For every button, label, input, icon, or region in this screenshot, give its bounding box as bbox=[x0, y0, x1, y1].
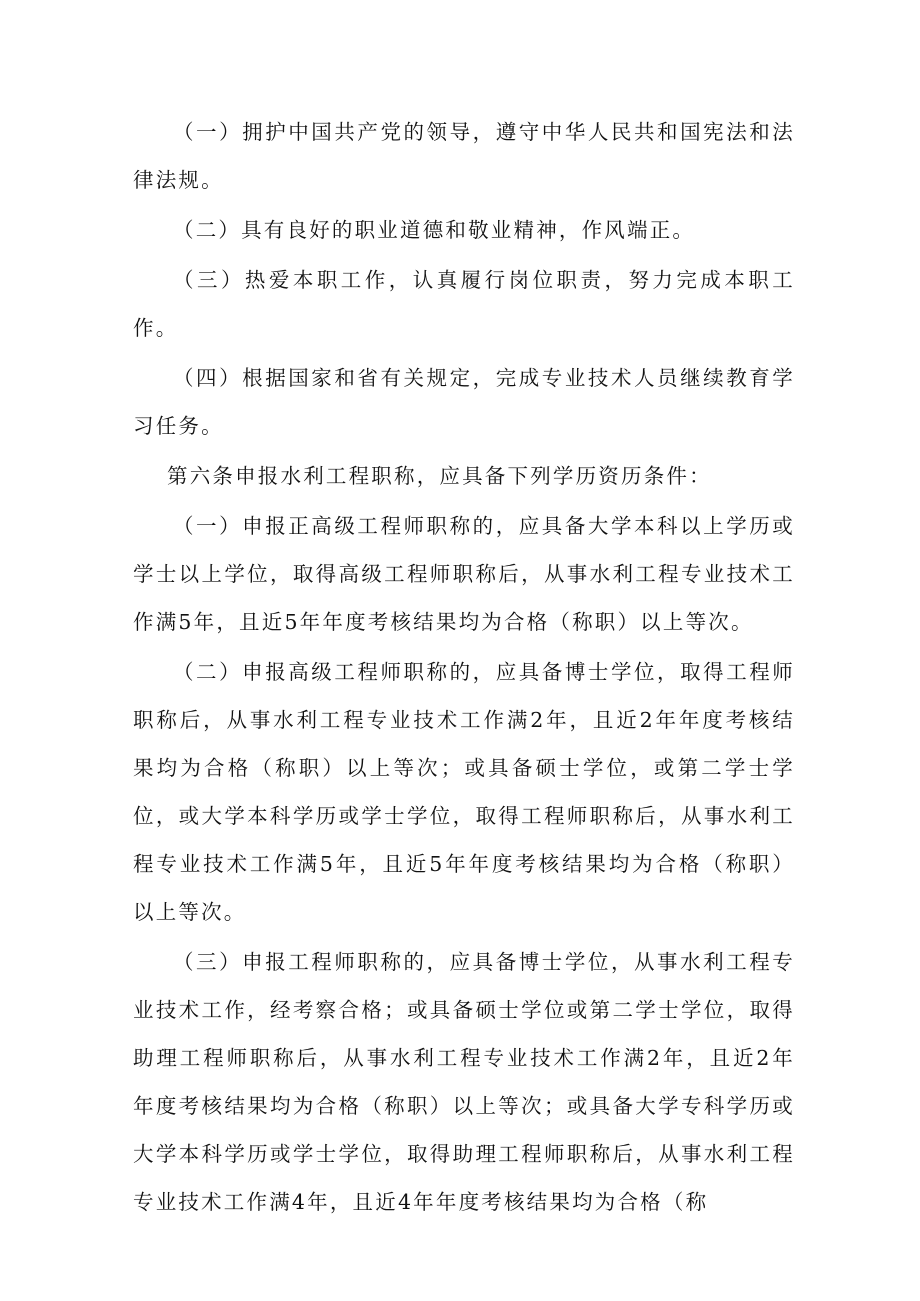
paragraph-item-6-3: （三）申报工程师职称的，应具备博士学位，从事水利工程专业技术工作，经考察合格；或具备硕士学位或第二学士学位，取得助理工程师职称后，从事水利工程专业技术工作满2年，且近2年年度考核结果均为合格（称职）以上等次；或具备大学专科学历或大学本科学历或学士学位，取得助理工程师职称后，从事水利工程专业技术工作满4年，且近4年年度考核结果均为合格（称 bbox=[133, 950, 795, 1214]
document-body bbox=[133, 108, 795, 1226]
paragraph-item-6-1: （一）申报正高级工程师职称的，应具备大学本科以上学历或学士以上学位，取得高级工程师职称后，从事水利工程专业技术工作满5年，且近5年年度考核结果均为合格（称职）以上等次。 bbox=[133, 514, 795, 634]
paragraph-item-3: （三）热爱本职工作，认真履行岗位职责，努力完成本职工作。 bbox=[133, 268, 795, 340]
article-six-heading: 第六条申报水利工程职称，应具备下列学历资历条件： bbox=[167, 464, 712, 488]
paragraph-item-1: （一）拥护中国共产党的领导，遵守中华人民共和国宪法和法律法规。 bbox=[133, 120, 795, 192]
paragraph-item-2: （二）具有良好的职业道德和敬业精神，作风端正。 bbox=[173, 218, 696, 242]
paragraph-item-4: （四）根据国家和省有关规定，完成专业技术人员继续教育学习任务。 bbox=[133, 366, 795, 438]
paragraph-item-6-2: （二）申报高级工程师职称的，应具备博士学位，取得工程师职称后，从事水利工程专业技术工作满2年，且近2年年度考核结果均为合格（称职）以上等次；或具备硕士学位，或第二学士学位，或大学本科学历或学士学位，取得工程师职称后，从事水利工程专业技术工作满5年，且近5年年度考核结果均为合格（称职）以上等次。 bbox=[133, 660, 795, 924]
